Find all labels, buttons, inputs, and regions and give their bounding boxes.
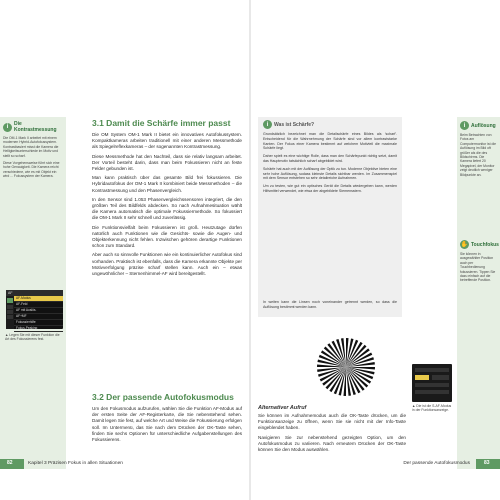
camera-menu-list: [14, 296, 63, 329]
section-3-body: [258, 413, 406, 453]
left-footer-bar: [0, 459, 24, 469]
info-icon: i: [460, 121, 469, 130]
paragraph: Die Funktionsvielfalt beim Fokussieren ist groß. Heutzutage dürfen natürlich auch Funktionen wie die Gesichts- sowie die Augen- und Objekterkennung nicht fehlen. Inzwischen gehören derartige Funktionen schon zum Standard.: [92, 224, 242, 249]
sidebar-box: [3, 121, 63, 179]
side-box-1-title-row: [460, 121, 497, 130]
info-box-title-row: [263, 120, 397, 129]
info-box-p1: Grundsätzlich bezeichnet man die Detailschärfe eines Bildes als 'scharf'. Entscheidend für die Wahrnehmung der Schärfe sind vor allem kontraststarke Kanten. Der Fokus einer Kamera bestimmt auf welchem Motivteil die maximale Schärfe liegt.: [263, 132, 397, 151]
screenshot-caption-left: ▲ Legen Sie mit dieser Funktion die Art des Fokussierens fest.: [5, 333, 60, 342]
side-box-2-title: Touchfokus: [471, 241, 499, 248]
side-box-1-text: Beim Betrachten von Fotos am Computermonitor ist die Auflösung im Bild oft größer als die des Bildschirms. Die Kamera liefert 20 Megapixel, der Monitor zeigt deutlich weniger Bildpunkte an.: [460, 133, 496, 177]
camera-menu-header: AF: [6, 290, 63, 296]
section-3-heading: Alternativer Aufruf: [258, 405, 307, 411]
side-box-2: [460, 240, 497, 283]
camera-menu-item[interactable]: AF-Modus: [14, 296, 63, 302]
siemens-star-image: [316, 337, 376, 397]
section-1-heading: 3.1 Damit die Schärfe immer passt: [92, 118, 231, 128]
right-footer-bar: [476, 459, 500, 469]
touch-icon: ✋: [460, 241, 469, 248]
paragraph: Die OM System OM-1 Mark II bietet ein innovatives Autofokussystem. Kompaktkameras arbeiten traditionell mit einer anderen Messmethode als Spiegelreflexkameras – der sogenannten Kontrastmessung.: [92, 132, 242, 150]
sidebar-box-title: Die Kontrastmessung: [14, 121, 57, 133]
right-footer-title: Der passende Autofokusmodus: [403, 461, 470, 466]
paragraph: Navigieren Sie zur nebenstehend gezeigten Option, um den Autofokusmodus zu variieren. Nach erneutem Drücken der OK-Taste können Sie den Modus auswählen.: [258, 434, 406, 453]
sidebar-box-text1: Die OM-1 Mark II arbeitet mit einem modernen Hybrid-Autofokussystem. Kontrastbasiert misst die Kamera die Helligkeitsunterschiede im Motiv und stellt so scharf.: [3, 136, 59, 158]
camera-menu-item[interactable]: Fokus-Peaking: [14, 326, 63, 332]
star-wedge: [317, 364, 346, 367]
camera-menu-item[interactable]: AF+MF: [14, 314, 63, 320]
star-wedge: [346, 338, 349, 367]
screenshot-caption-right: ▲ Die ist die S-AF-Modus in der Funktionsanzeige.: [412, 404, 452, 413]
section-2-body: [92, 406, 242, 443]
paragraph: Um den Fokusmodus aufzurufen, wählen Sie die Funktion AF-Modus auf der ersten Seite der AF-Registerkarte, die Sie nebenstehend sehen. Damit legen Sie fest, auf welche Art und Weise die Fokussierung erfolgen soll. Im Untermenü, das Sie nach dem Drücken der OK-Taste sehen, finden Sie sechs Optionen für unterschiedliche Aufgabenstellungen des Fokussierens.: [92, 406, 242, 443]
side-box-1: [460, 121, 497, 177]
page-number-right: 83: [484, 460, 490, 466]
camera-menu-item[interactable]: Fokussierhilfe: [14, 320, 63, 326]
star-wedge: [343, 367, 346, 396]
sidebar-box-title-row: [3, 121, 63, 133]
info-icon: i: [263, 120, 272, 129]
side-box-1-title: Auflösung: [471, 122, 496, 129]
paragraph: Man kann praktisch über das gesamte Bild frei fokussieren. Die Hybridautofokus der OM-1 Mark II kombiniert beide Messmethoden – die Kontrastmessung und den Phasenvergleich.: [92, 175, 242, 193]
af-mode-highlight: [415, 375, 429, 380]
paragraph: Diese Messmethode hat den Nachteil, dass sie relativ langsam arbeitet. Der Vorteil besteht darin, dass man beim Fokussieren nicht an feste Felder gebunden ist.: [92, 153, 242, 172]
page-number-left: 82: [7, 460, 13, 466]
info-box: [258, 117, 402, 317]
paragraph: In den Sensor sind 1.053 Phasenvergleichssensoren integriert, die den größten Teil des Bildfelds abdecken. So nach Aufnahmesituation wählt die Kamera automatisch die optimale Fokussiermethode. So fokussiert die OM-1 Mark II sehr schnell und zuverlässig.: [92, 196, 242, 221]
info-box-p4: Um zu testen, wie gut ein optisches Gerät die Details wiedergeben kann, werden Hilfsmittel verwendet, wie etwa der abgebildete Siemensstern.: [263, 184, 397, 193]
section-1-body: [92, 132, 242, 277]
camera-menu-item[interactable]: AF-Feld: [14, 302, 63, 308]
siemens-star: [317, 338, 375, 396]
paragraph: Aber auch so sinnvolle Funktionen wie ein kontinuierlicher Autofokus sind vorhanden. Praktisch ist ebenfalls, dass die Kamera erkannte Objekte per Motivverfolgung präzise scharf stellen kann. Auch ein – etwas ungewöhnlicher – Sternenhimmel-AF wird bereitgestellt.: [92, 252, 242, 277]
section-3: [258, 405, 406, 456]
star-wedge: [346, 367, 375, 370]
paragraph: Sie können im Aufnahmemodus auch die OK-Taste drücken, um die Funktionsanzeige zu öffnen, wenn Sie sie nicht mit der Info-Taste eingeblendet haben.: [258, 413, 406, 431]
left-footer-chapter: Kapitel 3 Präzisen Fokus in allen Situationen: [28, 461, 123, 466]
camera-menu-tabs: [6, 296, 14, 329]
function-display-screenshot: [412, 364, 452, 402]
side-box-2-text: Sie können in ausgewählter Position auch per Touchbedienung fokussieren. Tippen Sie dazu einfach auf die betreffende Position.: [460, 252, 496, 283]
side-box-2-title-row: [460, 240, 497, 249]
camera-menu-screenshot: [6, 290, 63, 329]
right-sidebar: [457, 117, 500, 469]
camera-menu-item[interactable]: AF mit Auslös.: [14, 308, 63, 314]
info-box-title: Was ist Schärfe?: [274, 121, 315, 128]
info-box-p3: Schärfe hat auch mit der Auflösung der Optik zu tun. Moderne Objektive bieten eine sehr hohe Auflösung, sodass kleinste Details sichtbar werden. Im Zusammenspiel mit dem Sensor entstehen so sehr detailreiche Aufnahmen.: [263, 166, 397, 181]
section-2-heading: 3.2 Der passende Autofokusmodus: [92, 392, 234, 402]
info-box-p5: In weiten kann die Linsen noch voneinander getrennt werden, so dass die Auflösung bestimmt werden kann.: [263, 300, 397, 309]
sidebar-box-text2: Diese Vorgehensweise führt sich eine hohe Genauigkeit. Die Kamera reicht verschiedene, wie es mit Objekt ein wird ... Fokussystem der Kamera.: [3, 161, 60, 179]
info-box-p2: Daher spielt es eine wichtige Rolle, dass man den Schärfepunkt richtig setzt, damit das Hauptmotiv tatsächlich scharf abgebildet wird.: [263, 154, 397, 163]
section-2: [92, 392, 242, 446]
section-1: [92, 118, 242, 280]
info-icon: i: [3, 123, 12, 132]
